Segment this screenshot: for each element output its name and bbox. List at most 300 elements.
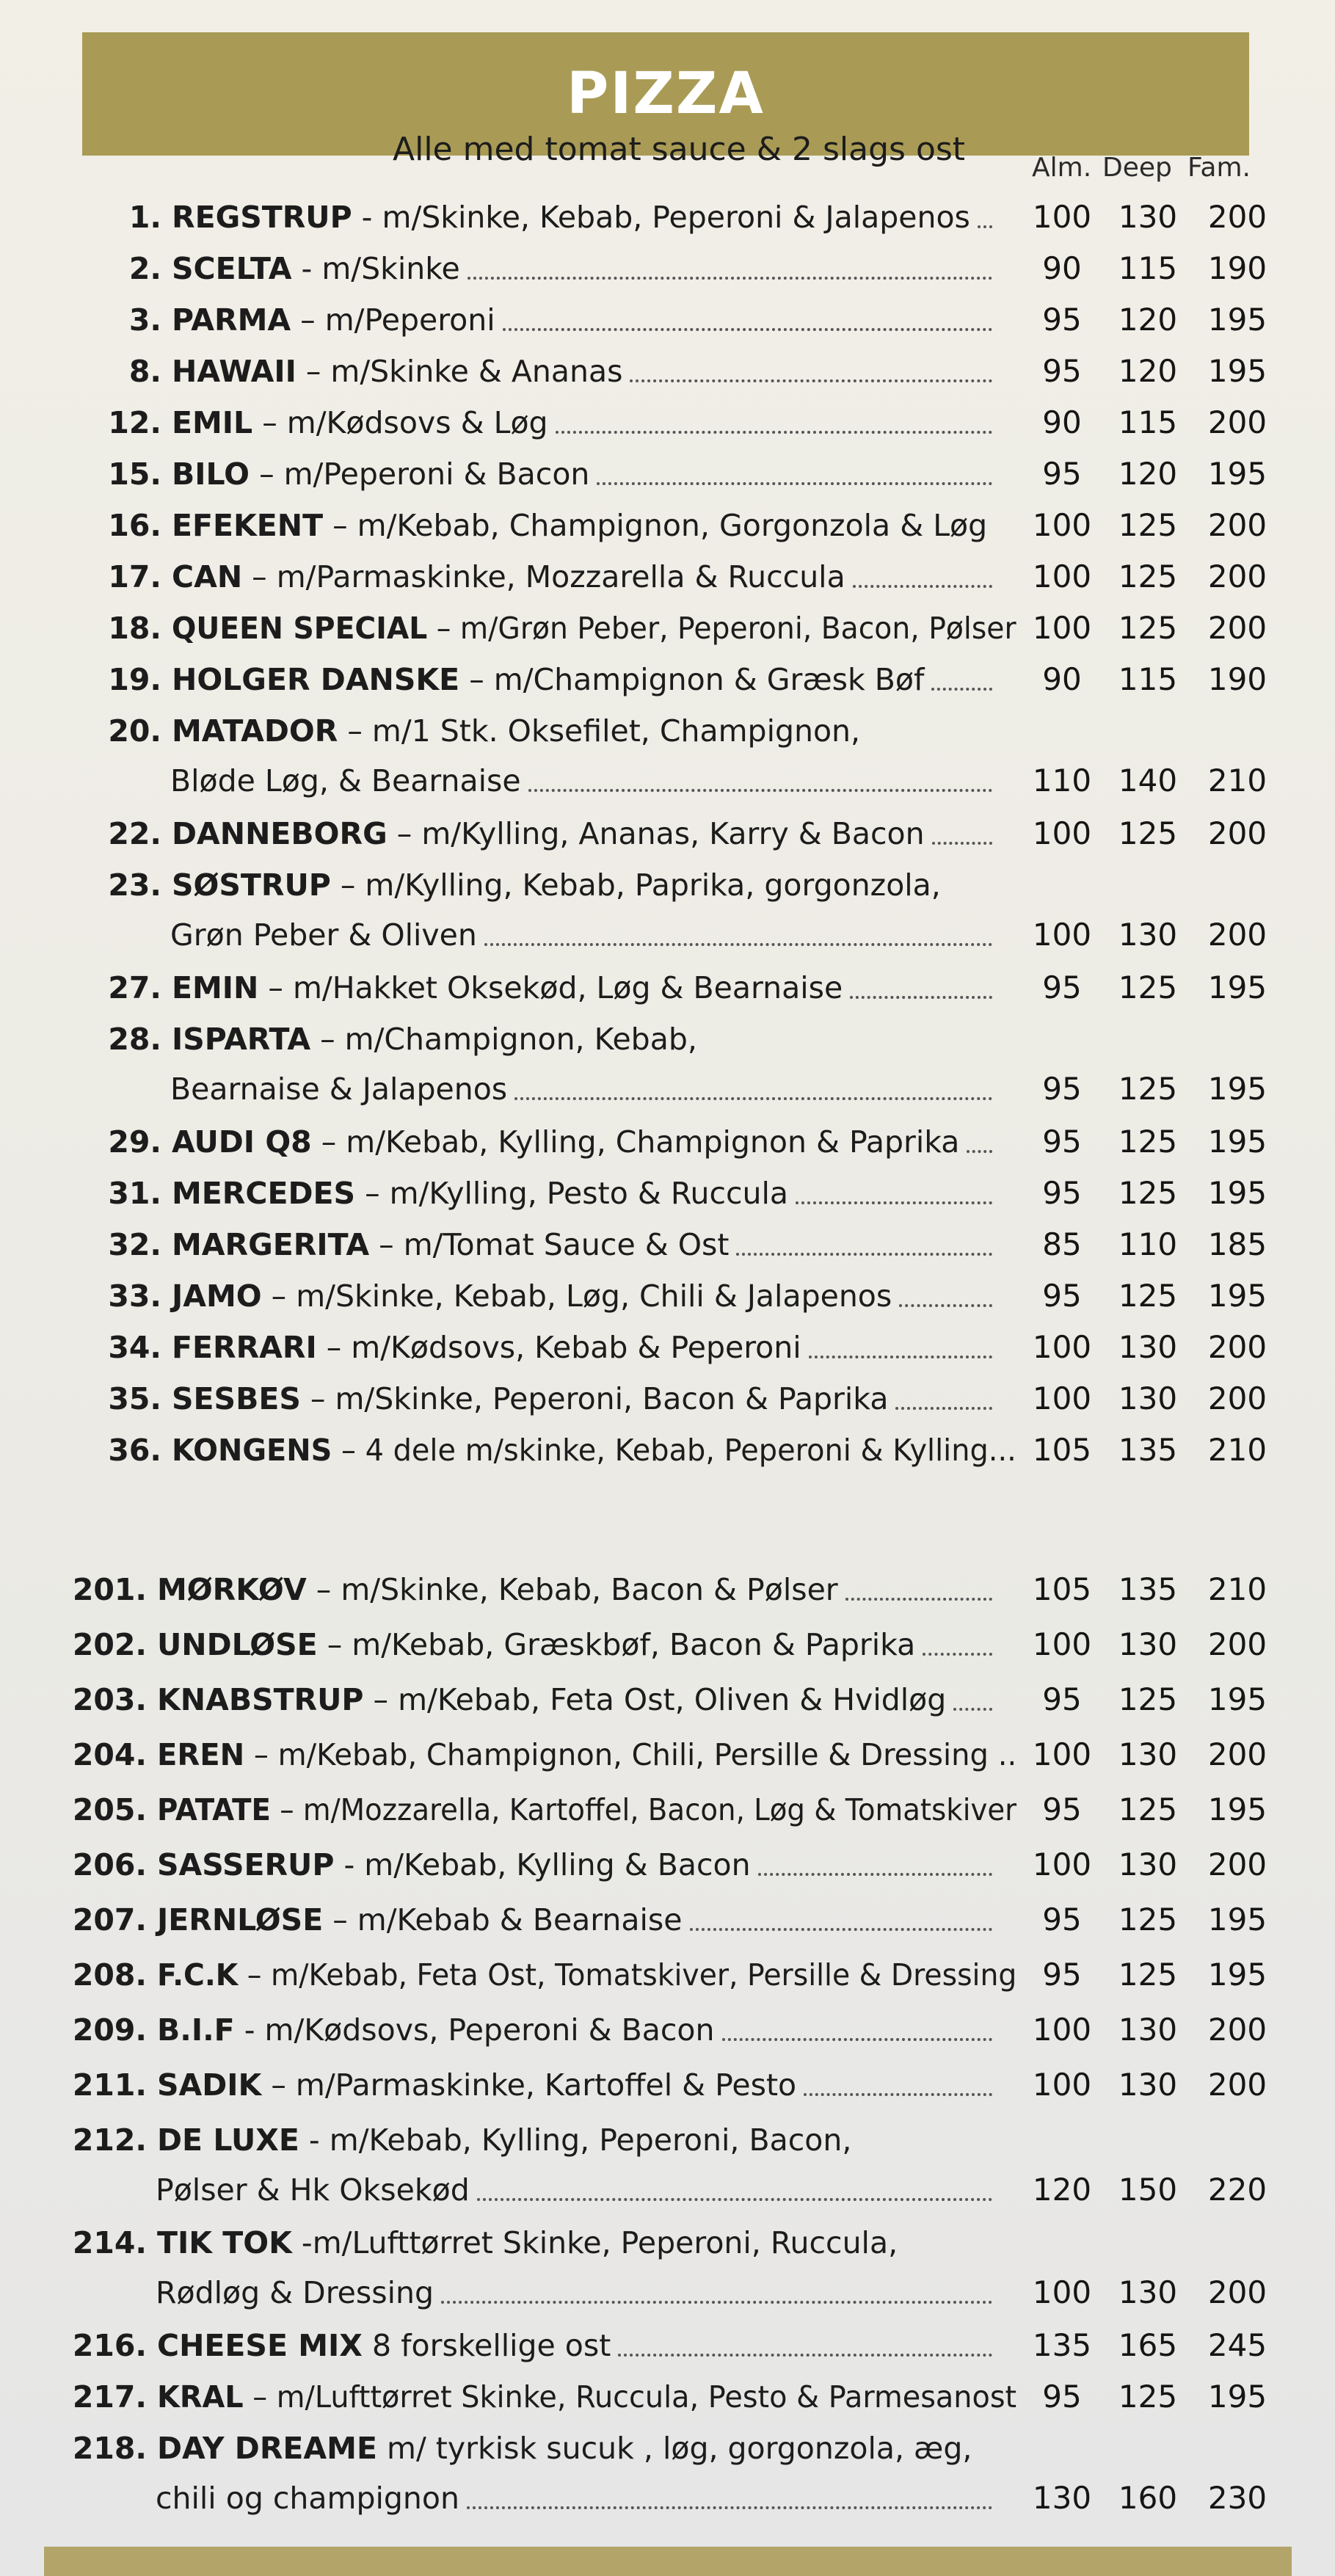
item-description-line (157, 1895, 683, 1945)
price-fam: 195 (1207, 1175, 1267, 1211)
item-number: 17. (108, 559, 161, 594)
item-number: 12. (108, 405, 161, 440)
menu-item (0, 1730, 1335, 1780)
leader-dots (690, 1928, 992, 1931)
price-deep: 130 (1118, 1847, 1178, 1882)
price-alm: 95 (1042, 1175, 1082, 1211)
price-fam: 245 (1207, 2327, 1267, 2363)
column-header-alm: Alm. (1032, 153, 1092, 183)
item-number: 28. (108, 1022, 161, 1057)
item-name: AUDI Q8 (172, 1124, 312, 1160)
item-name: HAWAII (172, 354, 297, 389)
item-ingredients: m/Champignon & Græsk Bøf (493, 662, 925, 697)
menu-item (0, 1675, 1335, 1725)
item-separator: - (299, 2122, 330, 2158)
item-name: EFEKENT (172, 508, 324, 543)
menu-item (0, 346, 1335, 396)
price-alm: 95 (1042, 1957, 1082, 1993)
item-separator: - (352, 200, 382, 235)
item-ingredients: m/Skinke, Kebab, Bacon & Pølser (341, 1572, 838, 1607)
price-alm: 100 (1032, 917, 1092, 953)
price-deep: 130 (1118, 917, 1178, 953)
item-number: 32. (108, 1227, 161, 1262)
item-number: 211. (72, 2067, 147, 2103)
leader-dots (853, 585, 992, 588)
item-ingredients: m/Parmaskinke, Mozzarella & Ruccula (276, 559, 845, 594)
price-deep: 115 (1118, 250, 1178, 286)
item-description-line (157, 2321, 611, 2371)
column-header-deep: Deep (1102, 153, 1172, 183)
item-separator: - (291, 251, 322, 286)
item-name: KONGENS (172, 1433, 332, 1468)
menu-item (0, 963, 1335, 1013)
menu-item (0, 1220, 1335, 1270)
price-alm: 95 (1042, 456, 1082, 492)
item-description-line (157, 1785, 1016, 1835)
item-separator: – (330, 867, 365, 903)
menu-item (0, 2321, 1335, 2371)
price-fam: 195 (1207, 1957, 1267, 1993)
price-alm: 90 (1042, 250, 1082, 286)
item-ingredients: m/Peperoni & Bacon (283, 456, 590, 492)
price-alm: 100 (1032, 1736, 1092, 1772)
price-alm: 100 (1032, 1847, 1092, 1882)
price-alm: 105 (1032, 1571, 1092, 1607)
price-fam: 200 (1207, 507, 1267, 543)
item-number: 1. (128, 200, 161, 235)
item-description-line (172, 1374, 888, 1424)
price-alm: 95 (1042, 1681, 1082, 1717)
item-ingredients: 8 forskellige ost (371, 2328, 611, 2363)
item-ingredients-continued: Bløde Løg, & Bearnaise (170, 763, 521, 798)
leader-dots (804, 2093, 992, 2096)
item-name: SCELTA (172, 251, 292, 286)
price-fam: 195 (1207, 1902, 1267, 1938)
price-alm: 100 (1032, 2274, 1092, 2310)
price-fam: 185 (1207, 1226, 1267, 1262)
price-fam: 200 (1207, 1329, 1267, 1365)
menu-item (0, 1117, 1335, 1167)
item-name: QUEEN SPECIAL (172, 611, 428, 646)
item-description-line (172, 192, 970, 242)
price-fam: 200 (1207, 1626, 1267, 1662)
price-deep: 125 (1118, 1957, 1178, 1993)
price-fam: 200 (1207, 2012, 1267, 2048)
item-number: 29. (108, 1124, 161, 1160)
price-alm: 95 (1042, 353, 1082, 389)
item-separator (377, 2423, 387, 2473)
item-number: 207. (72, 1902, 147, 1938)
price-alm: 95 (1042, 1071, 1082, 1107)
item-separator: – (369, 1227, 404, 1262)
price-fam: 200 (1207, 815, 1267, 851)
item-separator: – (250, 456, 284, 492)
leader-dots (923, 1653, 992, 1656)
item-name: PARMA (172, 302, 291, 338)
item-separator: - (334, 1847, 365, 1882)
item-separator: – (332, 1433, 365, 1468)
price-deep: 125 (1118, 1175, 1178, 1211)
item-description-line (157, 1620, 915, 1670)
item-ingredients: m/Hakket Oksekød, Løg & Bearnaise (292, 970, 843, 1005)
item-ingredients: m/Kylling, Ananas, Karry & Bacon (421, 816, 925, 851)
menu-item (0, 603, 1335, 653)
item-ingredients: m/Kødsovs, Kebab & Peperoni (351, 1330, 801, 1365)
item-number: 20. (108, 713, 161, 749)
menu-item (0, 1374, 1335, 1424)
item-number: 27. (108, 970, 161, 1005)
item-ingredients: m/Kylling, Kebab, Paprika, gorgonzola, (365, 867, 941, 903)
leader-dots (931, 688, 992, 691)
item-ingredients: m/Tomat Sauce & Ost (403, 1227, 730, 1262)
leader-dots (597, 482, 992, 485)
price-fam: 195 (1207, 969, 1267, 1005)
item-separator: – (306, 1572, 341, 1607)
item-number: 15. (108, 456, 161, 492)
price-fam: 200 (1207, 2067, 1267, 2103)
price-deep: 125 (1118, 507, 1178, 543)
leader-dots (809, 1356, 992, 1358)
price-fam: 200 (1207, 559, 1267, 594)
item-description-line (172, 1014, 697, 1064)
price-deep: 130 (1118, 1329, 1178, 1365)
item-separator: – (243, 2379, 277, 2415)
menu-item (0, 1271, 1335, 1321)
item-name: JERNLØSE (157, 1902, 324, 1938)
item-number: 35. (108, 1381, 161, 1416)
item-description-line (172, 552, 845, 602)
item-description-line (172, 346, 622, 396)
item-number: 8. (128, 354, 161, 389)
item-name: SØSTRUP (172, 867, 331, 903)
item-number: 203. (72, 1682, 147, 1717)
item-number: 3. (128, 302, 161, 338)
column-header-fam: Fam. (1187, 153, 1251, 183)
item-ingredients: m/Kebab, Græskbøf, Bacon & Paprika (352, 1627, 916, 1662)
leader-dots (468, 277, 992, 280)
price-fam: 190 (1207, 661, 1267, 697)
menu-item (0, 1014, 1335, 1107)
item-number: 16. (108, 508, 161, 543)
item-name: BILO (172, 456, 250, 492)
price-deep: 125 (1118, 1681, 1178, 1717)
item-description-line (172, 706, 860, 756)
price-deep: 125 (1118, 1278, 1178, 1314)
price-fam: 230 (1207, 2480, 1267, 2516)
price-fam: 195 (1207, 353, 1267, 389)
item-description-line (157, 1730, 1016, 1780)
leader-dots (895, 1407, 992, 1410)
menu-item (0, 1840, 1335, 1890)
item-ingredients: m/1 Stk. Oksefilet, Champignon, (371, 713, 861, 749)
item-number: 201. (72, 1572, 147, 1607)
item-name: TIK TOK (157, 2225, 292, 2260)
price-deep: 140 (1118, 763, 1178, 798)
price-deep: 130 (1118, 1380, 1178, 1416)
item-ingredients: m/Kebab, Kylling, Champignon & Paprika (346, 1124, 960, 1160)
item-name: SADIK (157, 2067, 262, 2103)
item-ingredients: m/Mozzarella, Kartoffel, Bacon, Løg & Tomatskiver (302, 1792, 1017, 1827)
item-name: DE LUXE (157, 2122, 299, 2158)
price-fam: 210 (1207, 763, 1267, 798)
item-ingredients: m/Skinke, Kebab, Peperoni & Jalapenos (382, 200, 970, 235)
price-alm: 95 (1042, 302, 1082, 338)
item-number: 218. (72, 2431, 147, 2466)
leader-dots (484, 943, 992, 946)
item-ingredients: m/Kebab, Feta Ost, Oliven & Hvidløg (398, 1682, 947, 1717)
item-ingredients: m/Kebab, Kylling & Bacon (364, 1847, 751, 1882)
menu-item (0, 1168, 1335, 1218)
price-deep: 125 (1118, 815, 1178, 851)
price-alm: 95 (1042, 1278, 1082, 1314)
leader-dots (722, 2038, 993, 2041)
item-number: 34. (108, 1330, 161, 1365)
item-ingredients: 4 dele m/skinke, Kebab, Peperoni & Kylling... (365, 1433, 1016, 1468)
price-alm: 105 (1032, 1432, 1092, 1468)
item-description-line (157, 2005, 715, 2055)
item-name: ISPARTA (172, 1022, 311, 1057)
leader-dots (796, 1201, 992, 1204)
item-number: 214. (72, 2225, 147, 2260)
item-description-line (157, 1950, 1016, 2000)
item-description-line (172, 860, 941, 910)
item-number: 208. (72, 1957, 147, 1993)
item-name: JAMO (172, 1278, 262, 1314)
item-name: KNABSTRUP (157, 1682, 364, 1717)
price-fam: 195 (1207, 1681, 1267, 1717)
item-ingredients-continued: chili og champignon (156, 2481, 459, 2516)
item-separator: – (427, 611, 460, 646)
item-description-line (172, 1168, 788, 1218)
price-alm: 100 (1032, 1626, 1092, 1662)
item-separator: – (270, 1792, 303, 1827)
item-description-line (157, 1675, 946, 1725)
item-description-line (172, 1271, 892, 1321)
item-description-line (172, 1117, 959, 1167)
price-alm: 85 (1042, 1226, 1082, 1262)
item-number: 216. (72, 2328, 147, 2363)
price-alm: 120 (1032, 2172, 1092, 2208)
item-description-line (172, 398, 548, 448)
item-separator: – (459, 662, 494, 697)
leader-dots (528, 789, 992, 792)
item-name: FERRARI (172, 1330, 317, 1365)
price-alm: 100 (1032, 1329, 1092, 1365)
price-deep: 125 (1118, 1902, 1178, 1938)
item-name: DAY DREAME (157, 2431, 377, 2466)
item-description-line (172, 963, 843, 1013)
price-alm: 90 (1042, 661, 1082, 697)
item-name: SASSERUP (157, 1847, 335, 1882)
item-separator: – (252, 405, 287, 440)
item-name: SESBES (172, 1381, 301, 1416)
item-ingredients: m/Lufttørret Skinke, Peperoni, Ruccula, (312, 2225, 898, 2260)
price-deep: 130 (1118, 2274, 1178, 2310)
leader-dots (467, 2506, 992, 2509)
item-ingredients-continued: Rødløg & Dressing (156, 2275, 434, 2310)
bottom-banner (44, 2547, 1292, 2576)
item-description-line (157, 2115, 851, 2165)
item-description-line (172, 449, 589, 499)
item-separator (363, 2321, 372, 2371)
item-separator: – (363, 1682, 399, 1717)
price-deep: 135 (1118, 1432, 1178, 1468)
price-fam: 200 (1207, 199, 1267, 235)
price-alm: 100 (1032, 815, 1092, 851)
price-alm: 95 (1042, 969, 1082, 1005)
item-separator: – (323, 508, 357, 543)
price-alm: 110 (1032, 763, 1092, 798)
leader-dots (630, 379, 992, 382)
item-separator: – (338, 713, 372, 749)
price-alm: 100 (1032, 2012, 1092, 2048)
menu-item (0, 706, 1335, 798)
item-description-line (172, 1220, 729, 1270)
item-name: F.C.K (157, 1957, 239, 1993)
price-fam: 195 (1207, 302, 1267, 338)
item-separator: – (317, 1627, 352, 1662)
menu-item (0, 449, 1335, 499)
item-description-line (157, 2218, 898, 2268)
menu-item (0, 2115, 1335, 2208)
item-description-line (172, 603, 1016, 653)
leader-dots (953, 1708, 992, 1711)
menu-item (0, 860, 1335, 953)
item-name: EMIN (172, 970, 259, 1005)
menu-item (0, 552, 1335, 602)
price-deep: 125 (1118, 1791, 1178, 1827)
item-ingredients: m/Peperoni (324, 302, 495, 338)
menu-item (0, 2218, 1335, 2310)
price-fam: 190 (1207, 250, 1267, 286)
price-fam: 200 (1207, 1380, 1267, 1416)
price-deep: 125 (1118, 610, 1178, 646)
item-number: 217. (72, 2379, 147, 2415)
price-deep: 135 (1118, 1571, 1178, 1607)
item-name: CHEESE MIX (157, 2328, 363, 2363)
item-number: 205. (72, 1792, 147, 1827)
leader-dots (899, 1304, 992, 1307)
price-deep: 130 (1118, 1626, 1178, 1662)
item-ingredients: m/Parmaskinke, Kartoffel & Pesto (295, 2067, 797, 2103)
item-separator: – (258, 970, 293, 1005)
leader-dots (556, 431, 992, 434)
item-name: HOLGER DANSKE (172, 662, 460, 697)
price-deep: 125 (1118, 1124, 1178, 1160)
item-separator: – (242, 559, 277, 594)
menu-item (0, 1322, 1335, 1372)
item-ingredients: m/Skinke & Ananas (330, 354, 623, 389)
price-fam: 195 (1207, 2379, 1267, 2415)
price-alm: 100 (1032, 507, 1092, 543)
item-description-line (172, 809, 925, 859)
item-description-line (172, 1425, 1016, 1475)
price-fam: 200 (1207, 2274, 1267, 2310)
item-separator: – (323, 1902, 357, 1938)
price-fam: 200 (1207, 1847, 1267, 1882)
item-ingredients: m/Kebab & Bearnaise (357, 1902, 683, 1938)
item-ingredients: m/Kødsovs & Løg (286, 405, 548, 440)
leader-dots (514, 1097, 992, 1100)
item-name: DANNEBORG (172, 816, 388, 851)
price-deep: 165 (1118, 2327, 1178, 2363)
menu-item (0, 1895, 1335, 1945)
item-name: EREN (157, 1737, 245, 1772)
item-name: B.I.F (157, 2012, 235, 2048)
price-alm: 135 (1032, 2327, 1092, 2363)
leader-dots (736, 1253, 992, 1256)
price-alm: 95 (1042, 1791, 1082, 1827)
price-deep: 130 (1118, 199, 1178, 235)
item-description-line (172, 501, 987, 550)
price-alm: 90 (1042, 404, 1082, 440)
item-ingredients-continued: Bearnaise & Jalapenos (170, 1071, 508, 1107)
item-name: MERCEDES (172, 1176, 356, 1211)
menu-item (0, 655, 1335, 705)
price-alm: 95 (1042, 2379, 1082, 2415)
item-separator: – (261, 2067, 296, 2103)
price-deep: 160 (1118, 2480, 1178, 2516)
item-ingredients: m/Skinke (321, 251, 460, 286)
price-deep: 130 (1118, 2067, 1178, 2103)
price-fam: 220 (1207, 2172, 1267, 2208)
price-deep: 130 (1118, 2012, 1178, 2048)
item-separator: – (261, 1278, 297, 1314)
leader-dots (441, 2301, 992, 2304)
leader-dots (978, 225, 992, 228)
item-number: 202. (72, 1627, 147, 1662)
item-separator: – (310, 1022, 345, 1057)
price-deep: 125 (1118, 2379, 1178, 2415)
price-deep: 120 (1118, 353, 1178, 389)
leader-dots (967, 1150, 992, 1153)
item-ingredients: m/Kebab, Champignon, Gorgonzola & Løg (357, 508, 988, 543)
item-description-line (157, 1565, 838, 1615)
price-fam: 195 (1207, 456, 1267, 492)
item-ingredients: m/Skinke, Peperoni, Bacon & Paprika (335, 1381, 889, 1416)
leader-dots (477, 2198, 992, 2201)
leader-dots (845, 1598, 992, 1601)
menu-item (0, 244, 1335, 294)
item-description-line (172, 655, 924, 705)
leader-dots (932, 842, 992, 845)
price-deep: 125 (1118, 559, 1178, 594)
item-name: UNDLØSE (157, 1627, 318, 1662)
price-fam: 200 (1207, 917, 1267, 953)
item-name: MARGERITA (172, 1227, 370, 1262)
item-number: 18. (108, 611, 161, 646)
item-description-line (157, 2060, 796, 2110)
price-fam: 200 (1207, 1736, 1267, 1772)
price-deep: 110 (1118, 1226, 1178, 1262)
price-deep: 115 (1118, 404, 1178, 440)
price-alm: 100 (1032, 199, 1092, 235)
price-alm: 100 (1032, 1380, 1092, 1416)
item-separator: – (311, 1124, 346, 1160)
item-ingredients-continued: Pølser & Hk Oksekød (156, 2172, 470, 2208)
item-separator: – (291, 302, 325, 338)
item-ingredients: m/ tyrkisk sucuk , løg, gorgonzola, æg, (387, 2431, 972, 2466)
item-number: 33. (108, 1278, 161, 1314)
item-ingredients-continued: Grøn Peber & Oliven (170, 917, 477, 953)
item-separator: - (234, 2012, 265, 2048)
item-ingredients: m/Skinke, Kebab, Løg, Chili & Jalapenos (296, 1278, 892, 1314)
price-fam: 195 (1207, 1071, 1267, 1107)
leader-dots (850, 996, 992, 999)
price-deep: 130 (1118, 1736, 1178, 1772)
price-deep: 120 (1118, 302, 1178, 338)
menu-item (0, 2005, 1335, 2055)
